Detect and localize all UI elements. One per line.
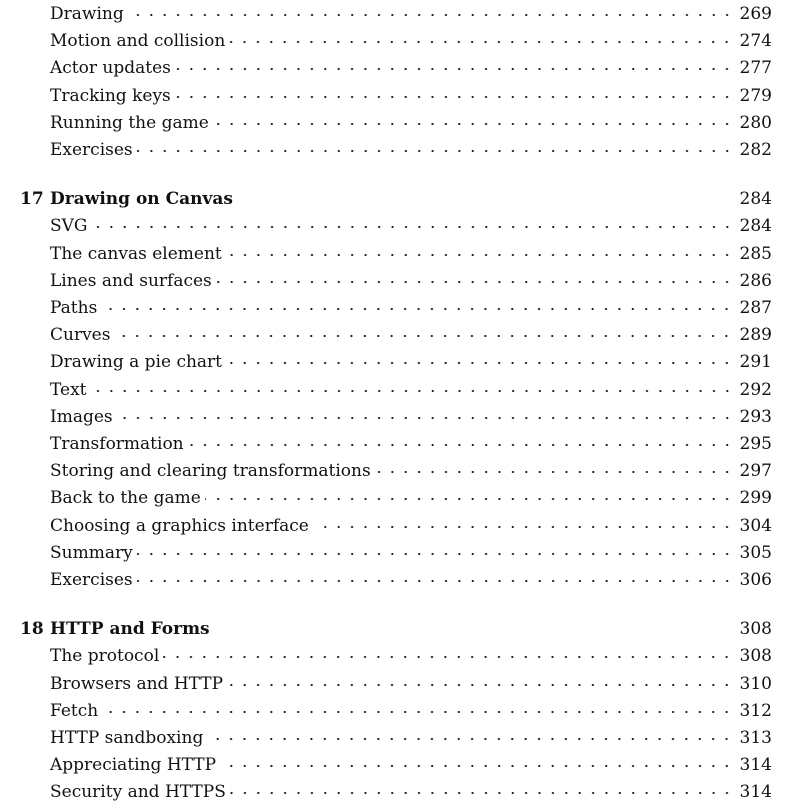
toc-entry[interactable] [50,241,772,268]
toc-entry[interactable] [50,458,772,485]
toc-entry-title: Fetch [50,700,99,721]
toc-entry-title: HTTP sandboxing [50,728,204,748]
toc-entry[interactable] [50,725,772,752]
toc-entry[interactable] [50,752,772,779]
dot-leader [226,349,734,376]
toc-entry-title: Text [50,379,87,400]
dot-leader [175,55,734,82]
toc-entry[interactable] [50,377,772,404]
dot-leader [188,431,734,458]
dot-leader [229,28,733,55]
chapter-title: HTTP and Forms [50,619,210,640]
toc-entry-title: Paths [50,298,98,318]
toc-entry[interactable] [50,485,772,512]
toc-entry-title: Exercises [50,570,133,590]
toc-entry-title: Transformation [50,434,184,454]
chapter-number: 18 [20,619,44,640]
dot-leader [216,268,734,295]
dot-leader [220,752,733,779]
toc-entry-title: Motion and collision [50,31,226,52]
chapter-title: Drawing on Canvas [50,189,233,210]
toc-entry-page-number: 304 [739,515,772,536]
dot-leader [92,213,734,240]
dot-leader [226,241,734,268]
toc-entry-page-number: 287 [739,298,772,318]
toc-entry[interactable] [50,295,772,322]
chapter-heading[interactable] [20,186,772,213]
dot-leader [114,322,733,349]
dot-leader [375,458,734,485]
toc-entry[interactable] [50,83,772,110]
toc-entry-page-number: 291 [739,352,772,373]
toc-entry-title: Curves [50,325,111,346]
toc-entry[interactable] [50,567,772,594]
dot-leader [205,485,734,512]
dot-leader [128,1,734,28]
toc-entry-title: Summary [50,542,133,563]
toc-entry[interactable] [50,137,772,164]
toc-entry-title: Drawing [50,4,124,24]
toc-entry[interactable] [50,540,772,567]
toc-entry-page-number: 297 [739,461,772,482]
toc-entry-title: Choosing a graphics interface [50,515,309,536]
dot-leader [227,671,733,698]
toc-entry-page-number: 299 [739,488,772,509]
toc-entry[interactable] [50,404,772,431]
dot-leader [117,404,734,431]
toc-entry-title: The protocol [50,646,160,667]
toc-entry-page-number: 284 [739,216,772,237]
toc-entry[interactable] [50,322,772,349]
dot-leader [102,698,733,725]
toc-entry[interactable] [50,213,772,240]
toc-entry-page-number: 277 [739,58,772,79]
toc-entry-page-number: 269 [739,4,772,24]
dot-leader [101,295,733,322]
toc-entry[interactable] [50,268,772,295]
toc-entry-page-number: 314 [739,755,772,776]
toc-entry-title: Running the game [50,112,209,133]
toc-entry-title: Images [50,406,113,427]
chapter-page-number: 308 [739,619,772,640]
toc-entry-title: SVG [50,216,88,237]
dot-leader [137,567,734,594]
toc-entry[interactable] [50,643,772,670]
toc-entry-page-number: 306 [739,570,772,590]
chapter-number: 17 [20,189,44,210]
toc-entry[interactable] [50,110,772,137]
toc-entry[interactable] [50,28,772,55]
toc-entry[interactable] [50,55,772,82]
toc-entry-page-number: 289 [739,325,772,346]
dot-leader [137,137,734,164]
toc-entry-page-number: 308 [739,646,772,667]
toc-entry-page-number: 314 [739,782,772,803]
toc-entry-title: Appreciating HTTP [50,755,217,776]
toc-entry-title: Drawing a pie chart [50,352,223,373]
toc-entry-page-number: 312 [739,700,772,721]
chapter-heading[interactable] [20,616,772,643]
toc-entry-title: Exercises [50,140,133,160]
dot-leader [137,540,734,567]
toc-entry-page-number: 274 [739,31,772,52]
toc-entry-title: Storing and clearing transformations [50,461,371,482]
toc-entry-page-number: 279 [739,85,772,106]
chapter-page-number: 284 [739,189,772,210]
toc-entry[interactable] [50,698,772,725]
toc-entry-title: Security and HTTPS [50,782,226,803]
toc-entry-page-number: 282 [739,140,772,160]
toc-entry-page-number: 313 [739,728,772,748]
dot-leader [175,83,734,110]
toc-entry[interactable] [50,513,772,540]
toc-entry-title: Actor updates [50,58,171,79]
toc-entry-title: Lines and surfaces [50,270,212,291]
toc-entry-title: The canvas element [50,243,222,264]
toc-entry-title: Browsers and HTTP [50,673,224,694]
toc-entry[interactable] [50,1,772,28]
toc-entry-page-number: 280 [739,112,772,133]
toc-entry-page-number: 295 [739,434,772,454]
toc-entry[interactable] [50,349,772,376]
toc-entry[interactable] [50,671,772,698]
dot-leader [230,779,734,806]
toc-entry-page-number: 292 [739,379,772,400]
toc-entry[interactable] [50,431,772,458]
dot-leader [213,110,734,137]
toc-entry-page-number: 305 [739,542,772,563]
toc-entry-page-number: 310 [739,673,772,694]
dot-leader [207,725,733,752]
toc-entry-title: Tracking keys [50,85,171,106]
toc-entry[interactable] [50,779,772,806]
toc-entry-page-number: 285 [739,243,772,264]
dot-leader [313,513,734,540]
dot-leader [91,377,734,404]
toc-entry-page-number: 293 [739,406,772,427]
toc-entry-title: Back to the game [50,488,201,509]
toc-entry-page-number: 286 [739,270,772,291]
dot-leader [163,643,733,670]
